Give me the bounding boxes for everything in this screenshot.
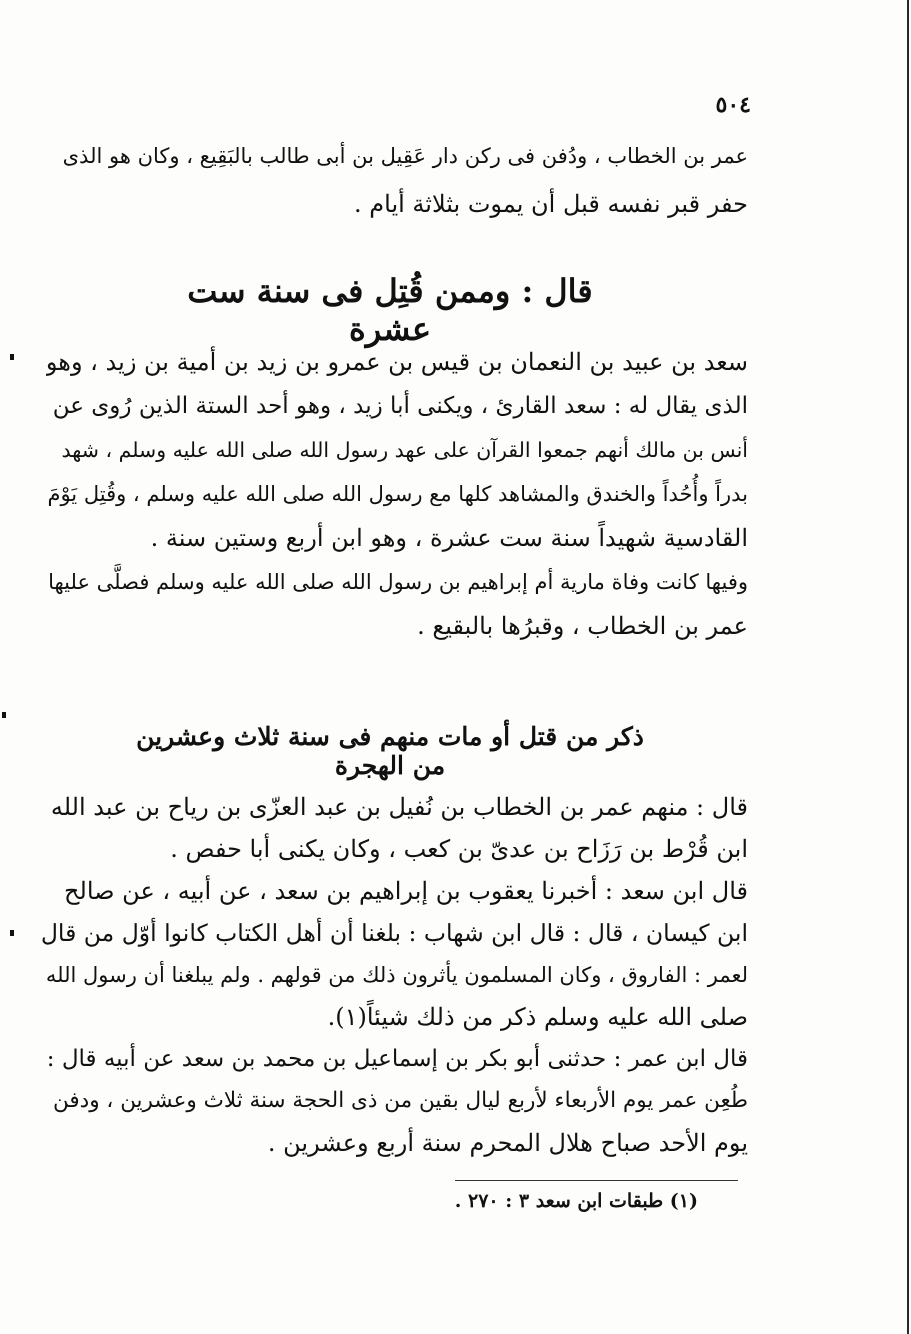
margin-mark [10,930,14,936]
text-line: صلى الله عليه وسلم ذكر من ذلك شيئاً(١). [327,1003,748,1031]
text-line: بدراً وأُحُداً والخندق والمشاهد كلها مع رسول الله صلى الله عليه وسلم ، وقُتِل يَوْمَ [47,482,748,506]
section1-body [46,340,748,648]
margin-mark [2,712,6,718]
text-line: طُعِن عمر يوم الأربعاء لأربع ليال بقين من ذى الحجة سنة ثلاث وعشرين ، ودفن [52,1088,748,1113]
text-line: لعمر : الفاروق ، وكان المسلمون يأثرون ذلك من قولهم . ولم يبلغنا أن رسول الله [45,963,748,987]
text-line: يوم الأحد صباح هلال المحرم سنة أربع وعشرين . [267,1129,748,1157]
section-heading: ذكر من قتل أو مات منهم فى سنة ثلاث وعشرين من الهجرة [136,722,644,780]
text-line: قال ابن سعد : أخبرنا يعقوب بن إبراهيم بن سعد ، عن أبيه ، عن صالح [64,877,748,905]
text-line: سعد بن عبيد بن النعمان بن قيس بن عمرو بن زيد بن أمية بن زيد ، وهو [46,348,748,376]
text-line: قال : منهم عمر بن الخطاب بن نُفيل بن عبد العزّى بن رياح بن عبد الله [50,793,748,821]
footnote-divider [455,1180,738,1181]
text-line: ابن قُرْط بن رَزَاح بن عدىّ بن كعب ، وكان يكنى أبا حفص . [170,835,748,863]
text-line: الذى يقال له : سعد القارئ ، ويكنى أبا زيد ، وهو أحد الستة الذين رُوى عن [52,393,748,419]
page-number: ٥٠٤ [715,92,751,118]
text-line: وفيها كانت وفاة مارية أم إبراهيم بن رسول الله صلى الله عليه وسلم فصلَّى عليها [48,570,748,594]
text-line: عمر بن الخطاب ، ودُفن فى ركن دار عَقِيل بن أبى طالب بالبَقِيع ، وكان هو الذى [62,144,748,168]
text-line: عمر بن الخطاب ، وقبرُها بالبقيع . [417,612,748,640]
page-edge-line [907,0,909,1334]
text-line: حفر قبر نفسه قبل أن يموت بثلاثة أيام . [354,190,748,218]
text-line: ابن كيسان ، قال : قال ابن شهاب : بلغنا أن أهل الكتاب كانوا أوّل من قال [40,919,748,947]
margin-mark [10,354,14,360]
section2-body [38,786,748,1164]
footnote: (١) طبقات ابن سعد ٣ : ٢٧٠ . [454,1190,698,1212]
section-heading: قال : وممن قُتِل فى سنة ست عشرة [187,272,593,348]
text-line: أنس بن مالك أنهم جمعوا القرآن على عهد رسول الله صلى الله عليه وسلم ، شهد [61,438,748,462]
text-line: القادسية شهيداً سنة ست عشرة ، وهو ابن أربع وستين سنة . [150,524,748,552]
intro-paragraph [58,132,748,228]
text-line: قال ابن عمر : حدثنى أبو بكر بن إسماعيل بن محمد بن سعد عن أبيه قال : [46,1046,748,1072]
